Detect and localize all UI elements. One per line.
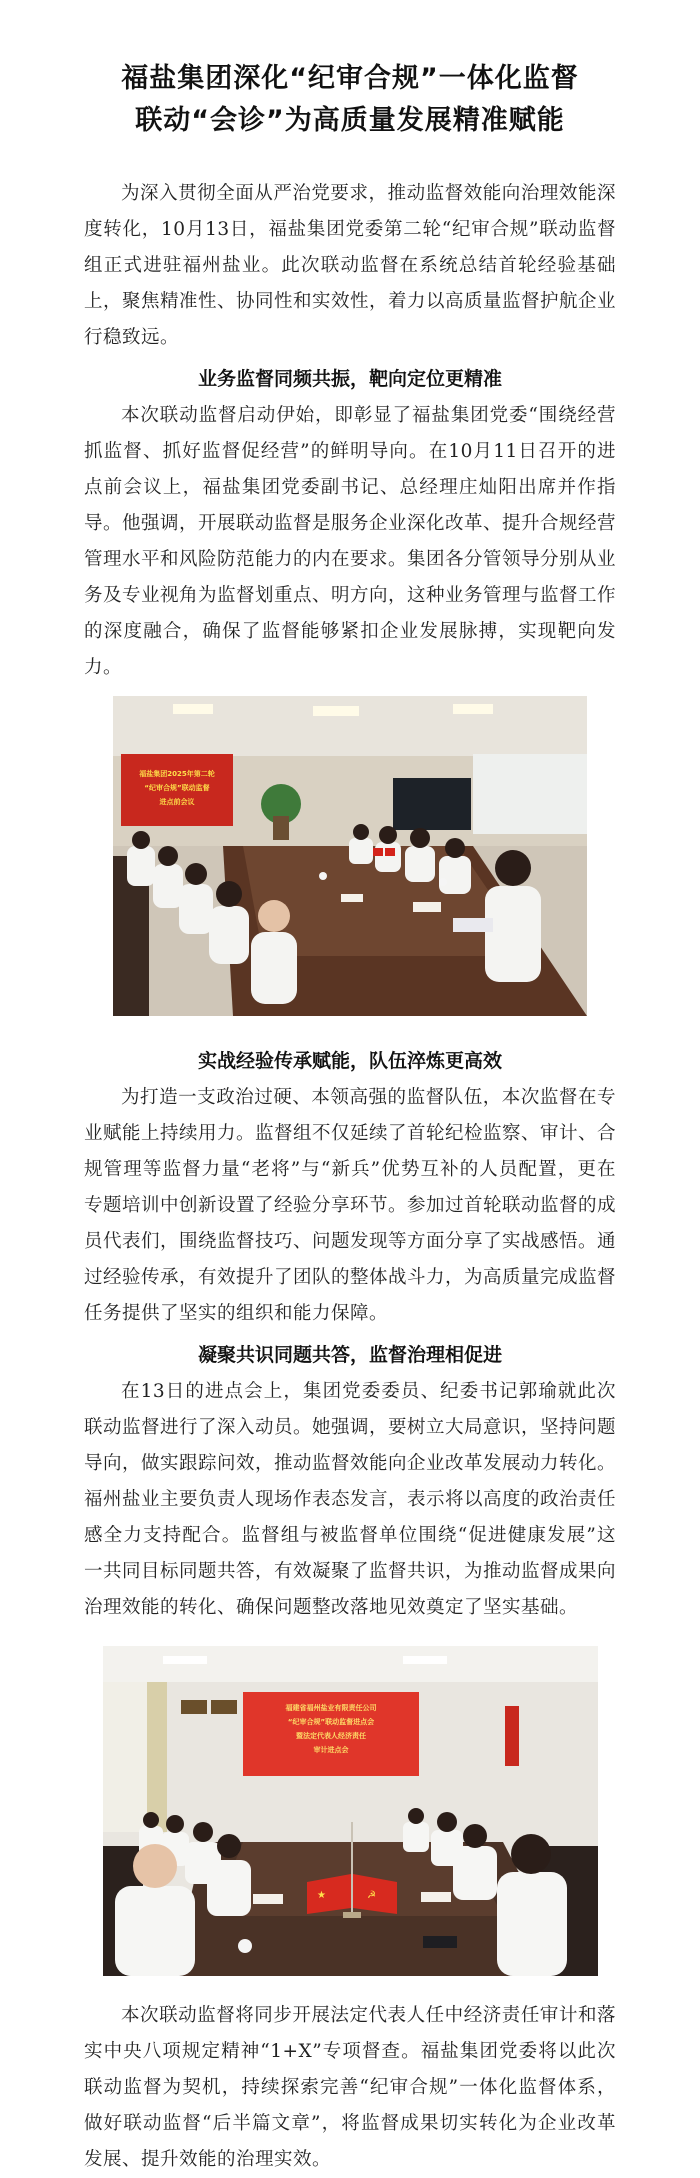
svg-text:暨法定代表人经济责任: 暨法定代表人经济责任 bbox=[295, 1732, 366, 1740]
meeting-photo-1 bbox=[113, 696, 587, 1016]
title-line-1: 福盐集团深化“纪审合规”一体化监督 bbox=[121, 63, 579, 94]
svg-text:“纪审合规”联动监督进点会: “纪审合规”联动监督进点会 bbox=[287, 1718, 374, 1726]
section3-heading: 凝聚共识同题共答，监督治理相促进 bbox=[197, 1344, 502, 1366]
svg-text:★: ★ bbox=[316, 1890, 326, 1901]
closing-paragraph: 本次联动监督将同步开展法定代表人任中经济责任审计和落实中央八项规定精神“1+X”专项督查。福盐集团党委将以此次联动监督为契机，持续探索完善“纪审合规”一体化监督体系，做好联动监督“后半篇文章”，将监督成果切实转化为企业改革发展、提升效能的治理实效。 bbox=[84, 2005, 616, 2170]
meeting-photo-2 bbox=[103, 1646, 598, 1976]
section2-paragraph: 为打造一支政治过硬、本领高强的监督队伍，本次监督在专业赋能上持续用力。监督组不仅延续了首轮纪检监察、审计、合规管理等监督力量“老将”与“新兵”优势互补的人员配置，更在专题培训中创新设置了经验分享环节。参加过首轮联动监督的成员代表们，围绕监督技巧、问题发现等方面分享了实战感悟。通过经验传承，有效提升了团队的整体战斗力，为高质量完成监督任务提供了坚实的组织和能力保障。 bbox=[84, 1087, 617, 1324]
intro-paragraph: 为深入贯彻全面从严治党要求，推动监督效能向治理效能深度转化，10月13日，福盐集团党委第二轮“纪审合规”联动监督组正式进驻福州盐业。此次联动监督在系统总结首轮经验基础上，聚焦精准性、协同性和实效性，着力以高质量监督护航企业行稳致远。 bbox=[84, 183, 617, 348]
section3-paragraph: 在13日的进点会上，集团党委委员、纪委书记郭瑜就此次联动监督进行了深入动员。她强调，要树立大局意识，坚持问题导向，做实跟踪问效，推动监督效能向企业改革发展动力转化。福州盐业主要负责人现场作表态发言，表示将以高度的政治责任感全力支持配合。监督组与被监督单位围绕“促进健康发展”这一共同目标同题共答，有效凝聚了监督共识，为推动监督成果向治理效能的转化、确保问题整改落地见效奠定了坚实基础。 bbox=[84, 1381, 617, 1618]
svg-text:审计进点会: 审计进点会 bbox=[313, 1746, 348, 1754]
section1-paragraph: 本次联动监督启动伊始，即彰显了福盐集团党委“围绕经营抓监督、抓好监督促经营”的鲜明导向。在10月11日召开的进点前会议上，福盐集团党委副书记、总经理庄灿阳出席并作指导。他强调，开展联动监督是服务企业深化改革、提升合规经营管理水平和风险防范能力的内在要求。集团各分管领导分别从业务及专业视角为监督划重点、明方向，这种业务管理与监督工作的深度融合，确保了监督能够紧扣企业发展脉搏，实现靶向发力。 bbox=[84, 405, 617, 678]
section1-heading: 业务监督同频共振，靶向定位更精准 bbox=[197, 368, 502, 390]
article-title bbox=[84, 58, 616, 142]
svg-text:进点前会议: 进点前会议 bbox=[159, 798, 195, 806]
title-line-2: 联动“会诊”为高质量发展精准赋能 bbox=[135, 105, 565, 136]
section2-heading: 实战经验传承赋能，队伍淬炼更高效 bbox=[197, 1050, 502, 1072]
photo1-banner-text: 福盐集团2025年第二轮 bbox=[139, 770, 215, 778]
svg-text:☭: ☭ bbox=[366, 1890, 376, 1901]
photo2-banner-text: 福建省福州盐业有限责任公司 bbox=[285, 1704, 376, 1712]
svg-text:“纪审合规”联动监督: “纪审合规”联动监督 bbox=[144, 784, 210, 792]
